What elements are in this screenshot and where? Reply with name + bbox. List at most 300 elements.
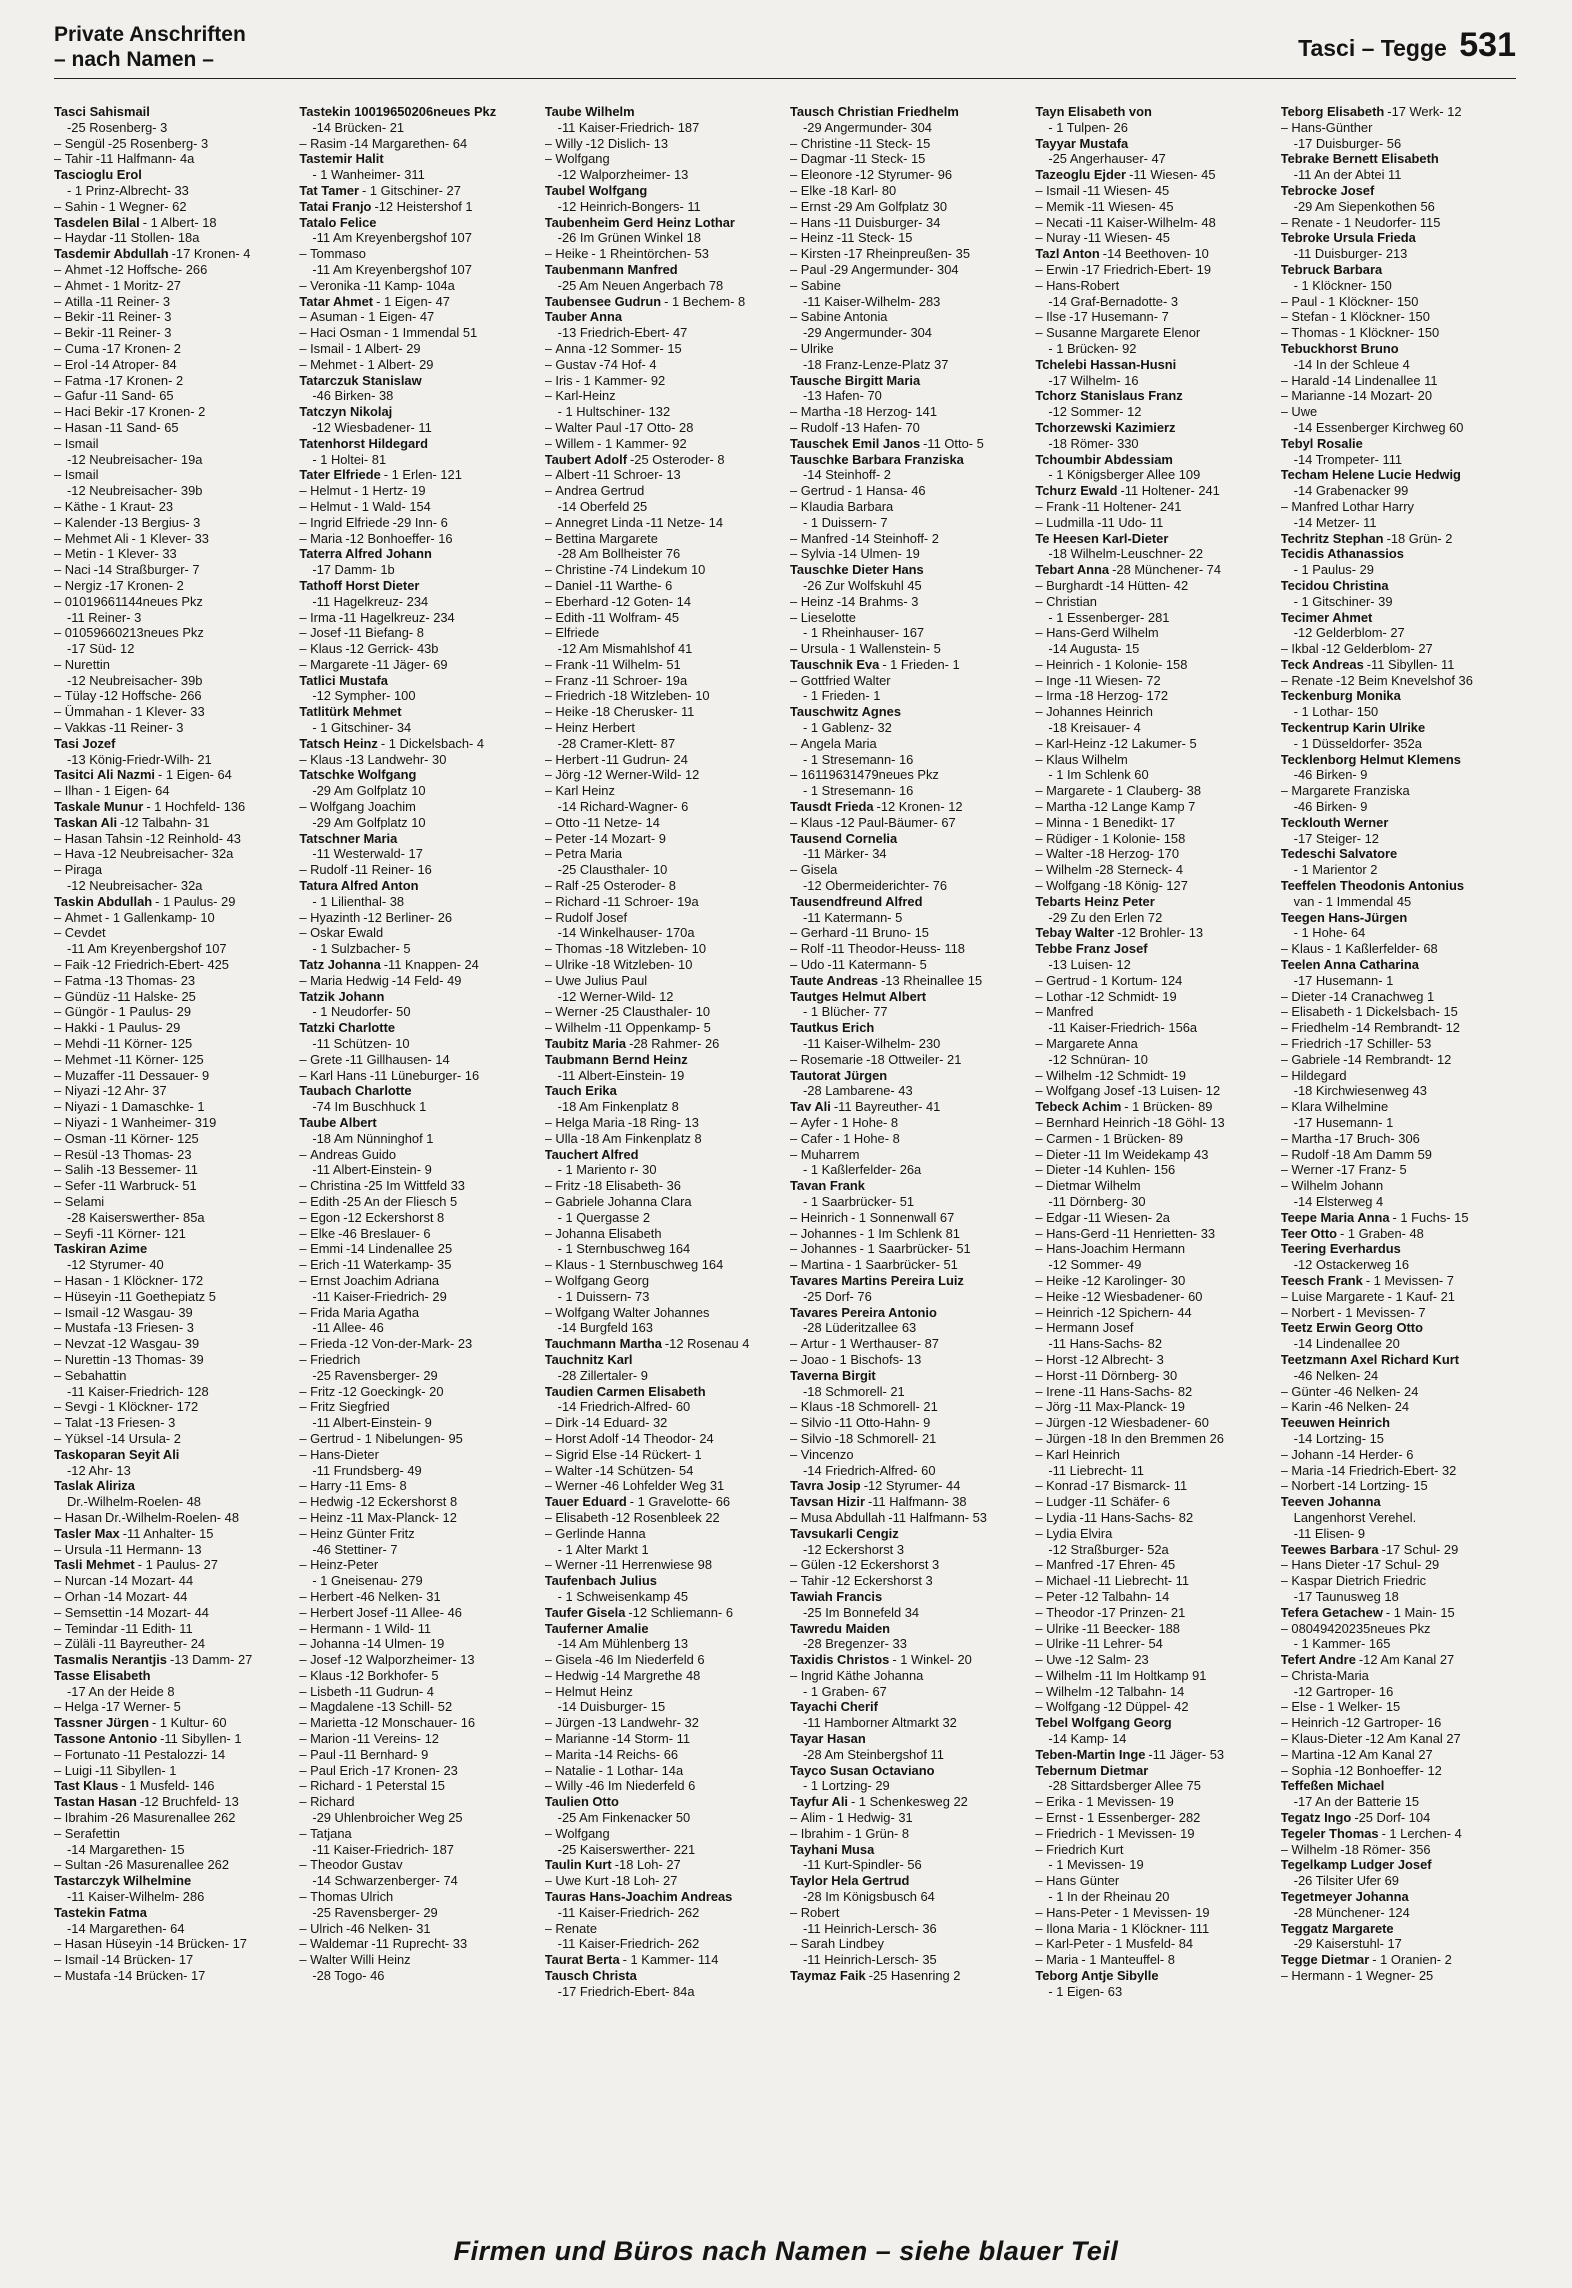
entry-name: Taterra Alfred Johann [299,546,432,562]
listing-entry [1281,641,1516,657]
listing-entry-surname [1281,752,1516,768]
listing-entry-surname [1281,151,1516,167]
listing-entry-address-line [545,1241,780,1257]
entry-name: Tasdemir Abdullah [54,246,169,262]
listing-entry [54,1068,289,1084]
listing-entry [299,1684,534,1700]
entry-name: Sebahattin [64,1367,127,1383]
entry-name: Marita [555,1746,592,1762]
listing-entry [790,1226,1025,1242]
entry-name: Tülay [64,688,97,704]
listing-entry-surname [545,262,780,278]
listing-entry [299,515,534,531]
entry-name: Lydia [1046,1509,1077,1525]
listing-entry-address-line [545,1368,780,1384]
entry-name: Taufer Gisela [544,1604,626,1620]
listing-entry-address-line [1035,720,1270,736]
entry-address: -14 Steinhoff- 2 [802,467,891,483]
listing-entry [790,1415,1025,1431]
listing-entry [1281,373,1516,389]
entry-address: -13 Bergius- 3 [119,514,201,530]
entry-name: Züläli [64,1636,96,1652]
entry-name: Klaus [310,751,343,767]
entry-address: - 1 Wallenstein- 5 [841,641,941,657]
entry-name: Margarete Franziska [1291,783,1410,799]
listing-entry [54,1052,289,1068]
entry-name: Rolf [800,941,824,957]
listing-entry [545,1778,780,1794]
entry-address: -11 Albert-Einstein- 9 [312,1415,432,1431]
entry-address: - 1 Bechem- 8 [664,293,746,309]
entry-name: Ingrid Käthe Johanna [800,1667,924,1683]
listing-entry [54,1936,289,1952]
entry-address: -29 Angermunder- 304 [829,261,959,277]
entry-name: Klaus [310,1667,343,1683]
listing-entry-address-line [1035,767,1270,783]
entry-name: Klaudia Barbara [800,498,894,514]
listing-entry-surname [1035,562,1270,578]
listing-entry [790,925,1025,941]
entry-name: Theodor Gustav [310,1857,403,1873]
listing-entry-surname [545,1336,780,1352]
entry-address: -12 Neubreisacher- 32a [67,878,203,894]
listing-entry-address-line [790,878,1025,894]
entry-address: -13 Thomas- 23 [104,972,196,988]
listing-entry-address-line [299,1036,534,1052]
listing-entry [790,151,1025,167]
entry-address: - 1 Mevissen- 19 [1114,1904,1210,1920]
entry-name: Nevzat [64,1336,105,1352]
listing-entry [1281,941,1516,957]
listing-entry-surname [54,104,289,120]
entry-name: Tazeoglu Ejder [1035,167,1127,183]
entry-name: Tastekin Fatma [54,1904,147,1920]
listing-entry-surname [1281,1320,1516,1336]
listing-entry [299,278,534,294]
listing-entry-address-line [54,1257,289,1273]
entry-address: -11 Kaiser-Friedrich- 187 [557,119,700,135]
entry-address: - 1 Clauberg- 38 [1107,783,1202,799]
listing-entry [790,736,1025,752]
entry-name: Horst [1046,1351,1077,1367]
listing-entry [54,704,289,720]
entry-address: -29 Inn- 6 [392,514,448,530]
listing-entry-surname [1281,878,1516,894]
entry-name: Lieselotte [800,609,856,625]
entry-address: -18 Grün- 2 [1386,530,1453,546]
listing-entry [54,151,289,167]
listing-entry [545,578,780,594]
listing-entry [790,610,1025,626]
listing-entry [790,1510,1025,1526]
entry-address: - 1 Musfeld- 84 [1107,1936,1194,1952]
listing-entry-address-line [1281,420,1516,436]
entry-name: Tebruck Barbara [1280,261,1383,277]
entry-name: Hedwig [310,1494,354,1510]
listing-entry-address-line [299,1463,534,1479]
listing-entry [1035,1162,1270,1178]
entry-address: -11 Sibyllen- 1 [95,1762,177,1778]
listing-entry [1035,1289,1270,1305]
entry-name: Karl Heinrich [1046,1446,1120,1462]
listing-entry [1035,594,1270,610]
entry-name: Andrea Gertrud [555,483,645,499]
entry-address: -11 Schroer- 19a [591,672,688,688]
entry-address: - 1 Gallenkamp- 10 [105,909,215,925]
entry-name: Mehmet Ali [64,530,129,546]
listing-entry-surname [299,673,534,689]
entry-name: Tedeschi Salvatore [1280,846,1398,862]
listing-entry-address-line [545,1699,780,1715]
entry-name: Tausend Cornelia [789,830,898,846]
listing-entry-surname [299,831,534,847]
listing-entry [1035,1636,1270,1652]
listing-entry-address-line [545,1984,780,2000]
listing-entry-address-line [299,720,534,736]
entry-address: - 1 Duissern- 7 [802,514,888,530]
listing-entry-surname [54,1794,289,1810]
listing-entry [1035,1921,1270,1937]
listing-entry-surname [1281,1210,1516,1226]
entry-address: -18 Römer- 356 [1340,1841,1431,1857]
listing-entry-address-line [299,1099,534,1115]
listing-entry-surname [790,1068,1025,1084]
listing-entry [1035,325,1270,341]
listing-entry [545,151,780,167]
listing-entry [1035,1305,1270,1321]
entry-address: -11 Dessauer- 9 [117,1067,210,1083]
entry-name: Gisela [800,862,838,878]
entry-address: -11 Herrenwiese 98 [600,1557,712,1573]
listing-entry-address-line [54,673,289,689]
listing-entry [299,799,534,815]
listing-entry [545,1684,780,1700]
listing-entry-surname [1281,957,1516,973]
entry-address: - 1 Immendal 51 [384,325,478,341]
listing-entry [1281,1162,1516,1178]
listing-entry [54,862,289,878]
entry-name: Walter Paul [555,419,622,435]
entry-name: Salih [64,1162,94,1178]
listing-entry [1035,657,1270,673]
entry-address: -25 An der Fliesch 5 [342,1193,458,1209]
entry-name: Daniel [555,577,592,593]
entry-address: -11 Gudrun- 4 [354,1683,434,1699]
entry-name: Manfred Lothar Harry [1291,498,1414,514]
entry-address: -25 Kaiserswerther- 221 [557,1841,696,1857]
entry-name: Ibrahim [800,1825,844,1841]
entry-name: Friedrich Kurt [1046,1841,1124,1857]
listing-entry [1281,1842,1516,1858]
entry-name: Margarete [1046,783,1105,799]
entry-address: -25 Am Finkenacker 50 [557,1810,691,1826]
entry-name: Tauschek Emil Janos [789,435,921,451]
entry-address: -12 Sympher- 100 [312,688,416,704]
listing-entry-address-line [299,452,534,468]
listing-entry [1035,1068,1270,1084]
entry-address: -17 Kronen- 4 [171,246,251,262]
entry-name: Tassone Antonio [54,1731,158,1747]
entry-name: Thomas Ulrich [310,1889,394,1905]
entry-address: -11 Schäfer- 6 [1089,1494,1170,1510]
listing-entry [545,436,780,452]
entry-name: Tahir [64,151,93,167]
entry-name: Tauchert Alfred [544,1146,639,1162]
entry-address: -18 Ottweiler- 21 [866,1051,962,1067]
entry-name: Haydar [64,230,107,246]
entry-name: Teetz Erwin Georg Otto [1280,1320,1423,1336]
entry-address: -17 Husemann- 1 [1293,1115,1394,1130]
listing-entry-address-line [54,1684,289,1700]
listing-entry-surname [54,736,289,752]
entry-name: Jürgen [1046,1415,1086,1431]
listing-entry [790,957,1025,973]
entry-name: Teer Otto [1280,1225,1337,1241]
entry-address: -11 Am Kreyenbergshof 107 [312,230,472,246]
entry-name: Tayachi Cherif [789,1699,878,1715]
entry-address: - 1 Neudorfer- 50 [312,1004,411,1020]
entry-name: Teck Andreas [1280,656,1364,672]
listing-entry [790,1810,1025,1826]
entry-name: Ernst [1046,1810,1077,1826]
listing-entry-address-line [1281,1194,1516,1210]
entry-address: -11 Sand- 65 [105,419,179,435]
listing-entry [299,925,534,941]
entry-address: -14 Theodor- 24 [621,1430,714,1446]
listing-entry [54,1226,289,1242]
entry-name: Horst Adolf [555,1430,619,1446]
entry-name: Karl-Heinz [555,388,616,404]
listing-entry [54,1810,289,1826]
entry-address: - 1 Tulpen- 26 [1048,119,1128,135]
listing-entry [1281,1036,1516,1052]
entry-name: Egon [310,1209,341,1225]
listing-entry-surname [545,1968,780,1984]
entry-name: Asuman [310,309,358,325]
listing-entry [54,973,289,989]
listing-entry-address-line [790,1036,1025,1052]
entry-address: -11 Kurt-Spindler- 56 [802,1857,922,1873]
entry-name: Lydia Elvira [1046,1525,1113,1541]
entry-address: -11 Bruno- 15 [851,925,929,941]
entry-name: Teetzmann Axel Richard Kurt [1280,1351,1460,1367]
entry-address: -14 Brücken- 21 [312,119,405,135]
listing-entry-address-line [1281,799,1516,815]
entry-name: Erol [64,356,88,372]
entry-name: Horst [1046,1367,1077,1383]
entry-name: Wolfgang Walter Johannes [555,1304,710,1320]
entry-address: - 1 Wald- 154 [353,498,431,514]
entry-name: Tavra Josip [789,1478,861,1494]
listing-entry-address-line [545,1589,780,1605]
entry-address: -12 Walporzheimer- 13 [557,167,689,183]
entry-name: Uwe Julius Paul [555,972,648,988]
listing-entry [1281,1621,1516,1637]
entry-name: Hans-Joachim Hermann [1046,1241,1186,1257]
entry-address: - 1 Klöckner- 150 [1293,277,1392,293]
entry-address: -25 Dorf- 104 [1354,1810,1431,1826]
entry-address: -11 Kaiser-Friedrich- 29 [312,1288,447,1304]
entry-name: Taubel Wolfgang [544,182,648,198]
entry-address: - 1 Winkel- 20 [892,1652,972,1668]
entry-address: - 1 Welker- 15 [1319,1699,1401,1715]
listing-entry-address-line [1281,515,1516,531]
entry-address: -14 Lindenallee 20 [1293,1336,1400,1352]
entry-name: 08049420235neues Pkz [1291,1620,1431,1636]
entry-name: Jörg [555,767,581,783]
listing-entry-address-line [54,120,289,136]
entry-address: - 1 Oranien- 2 [1372,1952,1452,1968]
listing-entry-address-line [1281,1115,1516,1131]
listing-entry [1281,989,1516,1005]
entry-address: -12 Ahr- 13 [67,1462,131,1478]
entry-address: -11 Körner- 125 [114,1051,204,1067]
listing-entry-surname [1281,1273,1516,1289]
directory-title-line2: – nach Namen – [54,48,214,71]
entry-name: Hans-Gerd Wilhelm [1046,625,1159,641]
entry-address: -12 Albrecht- 3 [1079,1351,1164,1367]
entry-name: 01059660213neues Pkz [64,625,204,641]
listing-entry [1281,1478,1516,1494]
listing-entry [545,1178,780,1194]
entry-address: -17 Otto- 28 [624,419,694,435]
entry-address: - 1 Stresemann- 16 [802,783,914,799]
entry-address: -13 Hafen- 70 [841,419,920,435]
listing-entry-address-line [545,404,780,420]
listing-entry-address-line [1281,357,1516,373]
entry-name: Dieter [1291,988,1326,1004]
listing-entry [790,1557,1025,1573]
entry-name: Sabine Antonia [800,309,888,325]
listing-entry-surname [790,1099,1025,1115]
entry-name: Teepe Maria Anna [1280,1209,1390,1225]
listing-entry [299,1936,534,1952]
listing-entry [54,846,289,862]
entry-name: Rosemarie [800,1051,864,1067]
listing-entry [299,1826,534,1842]
listing-entry [790,215,1025,231]
listing-entry-surname [54,1478,289,1494]
entry-name: Tasci Sahismail [54,104,150,119]
entry-address: - 1 Paulus- 29 [1293,562,1374,578]
entry-address: - 1 Kraut- 23 [101,498,174,514]
entry-address: -12 Am Kanal 27 [1337,1746,1433,1762]
entry-name: Christina [310,1178,361,1194]
entry-name: Burghardt [1046,577,1103,593]
listing-entry [790,673,1025,689]
entry-name: Heinrich [1291,1715,1339,1731]
entry-address: -18 Göhl- 13 [1153,1115,1225,1130]
listing-entry [1281,1399,1516,1415]
entry-address: -11 Körner- 121 [96,1225,186,1241]
entry-address: -12 Karolinger- 30 [1082,1272,1186,1288]
listing-entry-surname [790,1763,1025,1779]
entry-address: - 1 Eigen- 63 [1048,1983,1123,1999]
entry-name: Klaus [1291,941,1324,957]
entry-address: -18 Franz-Lenze-Platz 37 [802,356,949,372]
entry-name: Hermann Josef [1046,1320,1134,1336]
listing-entry-address-line [54,1494,289,1510]
page-index [1298,26,1516,65]
entry-address: -11 Netze- 14 [645,514,724,530]
entry-name: Manfred [1046,1004,1094,1020]
entry-address: -11 Otto- 5 [923,435,984,451]
entry-name: Osman [64,1130,107,1146]
listing-entry [54,1763,289,1779]
listing-entry [1281,1747,1516,1763]
entry-name: Tatschner Maria [299,830,398,846]
entry-name: Lothar [1046,988,1083,1004]
entry-name: Ayfer [800,1115,831,1130]
entry-address: -14 Trompeter- 111 [1293,451,1403,467]
entry-name: Hans Günter [1046,1873,1120,1889]
entry-address: -26 Tilsiter Ufer 69 [1293,1873,1399,1889]
entry-name: Gülen [800,1557,836,1573]
listing-entry-address-line [790,1747,1025,1763]
listing-entry [1035,799,1270,815]
entry-name: Manfred [800,530,849,546]
listing-entry-address-line [790,1778,1025,1794]
entry-address: -17 Husemann- 1 [1293,972,1394,988]
entry-address: van - 1 Immendal 45 [1293,893,1412,909]
listing-entry [299,1652,534,1668]
entry-address: - 1 Gitschiner- 34 [312,720,412,736]
entry-name: Tegetmeyer Johanna [1280,1889,1409,1905]
entry-address: - 1 Lerchen- 4 [1381,1825,1462,1841]
listing-entry [790,941,1025,957]
entry-address: - 1 Gablenz- 32 [802,720,892,736]
entry-name: Irma [310,609,336,625]
listing-entry [54,562,289,578]
listing-entry-surname [790,1731,1025,1747]
entry-name: Tauschke Dieter Hans [789,562,924,578]
listing-entry [1035,1589,1270,1605]
entry-name: Hermann [310,1620,364,1636]
entry-name: Taskoparan Seyit Ali [54,1446,180,1462]
listing-entry [54,420,289,436]
entry-address: -11 Im Weidekamp 43 [1083,1146,1209,1162]
listing-entry-surname [790,1368,1025,1384]
listing-entry [1035,1241,1270,1257]
entry-address: - 1 Mevissen- 7 [1337,1304,1426,1320]
entry-name: Ralf [555,878,579,894]
listing-entry-surname [1281,578,1516,594]
listing-entry [545,1273,780,1289]
entry-address: -11 Wiesen- 45 [1129,167,1216,183]
listing-entry-address-line [545,546,780,562]
entry-address: - 1 Wanheimer- 311 [312,167,425,183]
listing-entry [54,1004,289,1020]
entry-name: Gabriele Johanna Clara [555,1193,692,1209]
entry-address: -11 Kaiser-Friedrich- 262 [557,1936,700,1952]
entry-name: Nurettin [64,656,110,672]
entry-address: -18 Am Finkenplatz 8 [557,1099,679,1115]
listing-entry [790,420,1025,436]
entry-address: -12 Wiesbadener- 60 [1088,1415,1209,1431]
listing-entry [299,1257,534,1273]
entry-name: Helga [64,1699,99,1715]
listing-entry [545,752,780,768]
entry-name: Tater Elfriede [299,467,381,483]
entry-name: Minna [1046,814,1082,830]
entry-address: -26 Im Grünen Winkel 18 [557,230,701,246]
entry-address: -11 Holtener- 241 [1082,498,1182,514]
entry-address: -28 Lambarene- 43 [802,1083,913,1099]
entry-address: - 1 Kultur- 60 [152,1715,227,1731]
entry-address: -11 Schützen- 10 [312,1036,410,1052]
listing-entry [54,1147,289,1163]
listing-entry [299,1589,534,1605]
